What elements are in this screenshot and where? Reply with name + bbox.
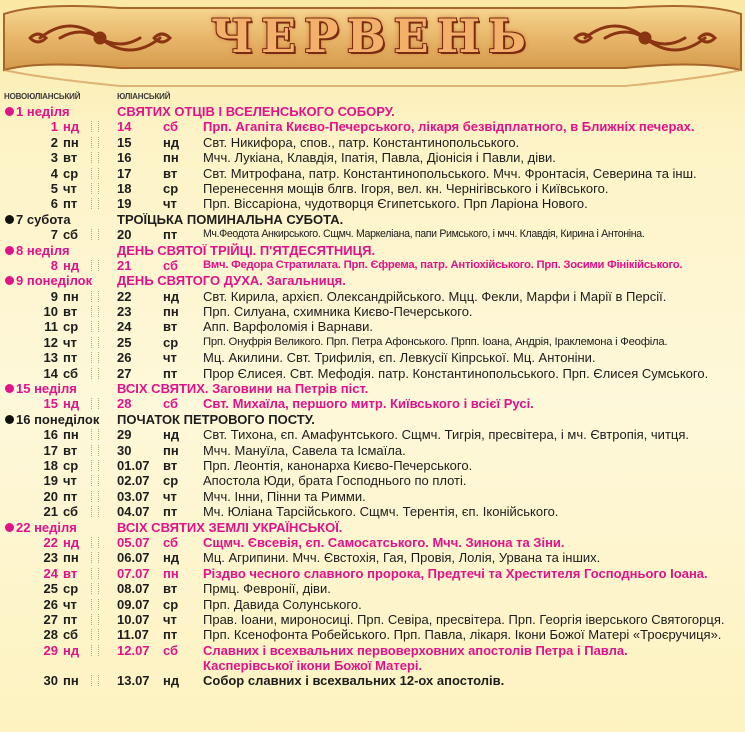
commemoration-text: Свт. Митрофана, патр. Константинопольського. Мчч. Фронтасія, Северина та інш. <box>203 165 697 181</box>
old-style-date: 16 <box>117 150 132 166</box>
new-style-weekday: пт <box>63 196 78 212</box>
commemoration-text: Касперівської ікони Божої Матері. <box>203 658 423 674</box>
old-style-weekday: сб <box>163 257 179 273</box>
new-style-weekday: пн <box>63 134 79 150</box>
separator-ornament-icon <box>91 198 99 209</box>
new-style-day: 6 <box>50 196 58 212</box>
day-row <box>0 612 745 627</box>
feast-title: ТРОЇЦЬКА ПОМИНАЛЬНА СУБОТА. <box>117 211 344 227</box>
old-style-weekday: пн <box>163 565 179 581</box>
new-style-day: 29 <box>43 642 58 658</box>
old-style-weekday: чт <box>163 488 177 504</box>
commemoration-text: Мчч. Мануїла, Савела та Ісмаїла. <box>203 442 406 458</box>
commemoration-text: Сщмч. Євсевія, єп. Самосатського. Мчч. Зинона та Зіни. <box>203 534 565 550</box>
separator-ornament-icon <box>91 475 99 486</box>
old-style-weekday: пт <box>163 365 178 381</box>
day-row <box>0 643 745 658</box>
old-style-date: 23 <box>117 304 132 320</box>
old-style-weekday: нд <box>163 550 180 566</box>
month-title: ЧЕРВЕНЬ <box>210 9 534 63</box>
commemoration-text: Мчч. Лукіана, Клавдія, Іпатія, Павла, Діонісія і Павли, діви. <box>203 150 556 166</box>
feast-row <box>0 381 745 396</box>
commemoration-text: Собор славних і всехвальних 12-ох апостолів. <box>203 673 505 689</box>
old-style-date: 24 <box>117 319 132 335</box>
commemoration-text: Апостола Юди, брата Господнього по плоті. <box>203 473 467 489</box>
feast-title: ВСІХ СВЯТИХ. Заговини на Петрів піст. <box>117 381 369 397</box>
new-style-day: 20 <box>43 488 58 504</box>
new-style-weekday: пн <box>63 673 79 689</box>
old-style-weekday: вт <box>163 165 178 181</box>
old-style-weekday: вт <box>163 319 178 335</box>
feast-row <box>0 273 745 288</box>
new-style-weekday: нд <box>63 257 80 273</box>
commemoration-text: Мчч. Інни, Пінни та Римми. <box>203 488 366 504</box>
new-style-weekday: ср <box>63 165 79 181</box>
separator-ornament-icon <box>91 568 99 579</box>
feast-title: ДЕНЬ СВЯТОГО ДУХА. Загальниця. <box>117 273 346 289</box>
new-style-weekday: ср <box>63 581 79 597</box>
new-style-header: НОВОЮЛІАНСЬКИЙ <box>4 92 81 101</box>
new-style-day: 7 <box>50 227 58 243</box>
old-style-date: 11.07 <box>117 627 149 643</box>
day-row <box>0 150 745 165</box>
commemoration-text: Свт. Кирила, архієп. Олександрійського. Мцц. Фекли, Марфи і Марії в Персії. <box>203 288 667 304</box>
commemoration-text: Мч. Юліана Тарсійського. Сщмч. Терентія, єп. Іконійського. <box>203 504 559 520</box>
day-row <box>0 289 745 304</box>
separator-ornament-icon <box>91 675 99 686</box>
old-style-date: 29 <box>117 427 132 443</box>
new-style-weekday: ср <box>63 319 79 335</box>
feast-row <box>0 104 745 119</box>
new-style-weekday: вт <box>63 442 78 458</box>
old-style-header: ЮЛІАНСЬКИЙ <box>117 92 171 101</box>
commemoration-text: Різдво чесного славного пророка, Предтечі та Хрестителя Господнього Іоана. <box>203 565 708 581</box>
old-style-weekday: пн <box>163 150 179 166</box>
day-row <box>0 366 745 381</box>
old-style-date: 13.07 <box>117 673 150 689</box>
separator-ornament-icon <box>91 260 99 271</box>
commemoration-text: Свт. Тихона, єп. Амафунтського. Сщмч. Тигрія, пресвітера, і мч. Євтропія, читця. <box>203 427 689 443</box>
new-style-day: 27 <box>43 611 58 627</box>
separator-ornament-icon <box>91 460 99 471</box>
old-style-date: 25 <box>117 334 132 350</box>
new-style-day: 2 <box>50 134 58 150</box>
old-style-weekday: вт <box>163 457 178 473</box>
new-style-day: 10 <box>43 304 58 320</box>
commemoration-text: Апп. Варфоломія і Варнави. <box>203 319 374 335</box>
old-style-weekday: сб <box>163 119 179 135</box>
old-style-weekday: нд <box>163 673 180 689</box>
new-style-weekday: пн <box>63 288 79 304</box>
old-style-weekday: нд <box>163 427 180 443</box>
feast-date: 22 неділя <box>16 519 77 535</box>
old-style-weekday: вт <box>163 581 178 597</box>
feast-date: 1 неділя <box>16 104 70 119</box>
new-style-weekday: вт <box>63 150 78 166</box>
commemoration-text: Прмц. Февронії, діви. <box>203 581 331 597</box>
feast-date: 8 неділя <box>16 242 70 258</box>
new-style-weekday: вт <box>63 565 78 581</box>
day-row <box>0 396 745 411</box>
old-style-weekday: пн <box>163 304 179 320</box>
old-style-date: 02.07 <box>117 473 150 489</box>
separator-ornament-icon <box>91 629 99 640</box>
day-row <box>0 458 745 473</box>
feast-dot-icon <box>5 215 14 224</box>
new-style-weekday: нд <box>63 119 80 135</box>
new-style-weekday: нд <box>63 396 80 412</box>
separator-ornament-icon <box>91 398 99 409</box>
new-style-day: 26 <box>43 596 58 612</box>
day-row <box>0 135 745 150</box>
day-row <box>0 196 745 211</box>
feast-row <box>0 520 745 535</box>
old-style-weekday: нд <box>163 288 180 304</box>
new-style-weekday: пн <box>63 427 79 443</box>
separator-ornament-icon <box>91 537 99 548</box>
day-row <box>0 350 745 365</box>
commemoration-text: Мц. Агрипини. Мчч. Євстохія, Гая, Провія, Лолія, Урвана та інших. <box>203 550 601 566</box>
old-style-weekday: ср <box>163 473 179 489</box>
old-style-date: 03.07 <box>117 488 150 504</box>
new-style-weekday: пн <box>63 550 79 566</box>
feast-dot-icon <box>5 523 14 532</box>
separator-ornament-icon <box>91 614 99 625</box>
separator-ornament-icon <box>91 506 99 517</box>
day-row <box>0 673 745 688</box>
old-style-date: 07.07 <box>117 565 150 581</box>
old-style-weekday: пт <box>163 627 178 643</box>
old-style-weekday: ср <box>163 596 179 612</box>
day-row <box>0 227 745 242</box>
separator-ornament-icon <box>91 552 99 563</box>
old-style-weekday: сб <box>163 642 179 658</box>
new-style-day: 11 <box>44 319 58 335</box>
commemoration-text: Прав. Іоани, мироносиці. Прп. Севіра, пресвітера. Прп. Георгія іверського Святогорця. <box>203 611 725 627</box>
new-style-weekday: пт <box>63 488 78 504</box>
new-style-weekday: чт <box>63 180 77 196</box>
old-style-date: 21 <box>117 257 132 273</box>
commemoration-text: Свт. Никифора, спов., патр. Константинопольського. <box>203 134 520 150</box>
new-style-weekday: сб <box>63 504 79 520</box>
new-style-day: 16 <box>43 427 58 443</box>
feast-row <box>0 243 745 258</box>
new-style-weekday: чт <box>63 334 77 350</box>
feast-date: 7 субота <box>16 211 71 227</box>
separator-ornament-icon <box>91 599 99 610</box>
feast-date: 15 неділя <box>16 381 77 397</box>
day-row <box>0 319 745 334</box>
old-style-weekday: пт <box>163 227 178 243</box>
new-style-day: 4 <box>50 165 58 181</box>
new-style-day: 23 <box>43 550 58 566</box>
old-style-date: 28 <box>117 396 132 412</box>
separator-ornament-icon <box>91 152 99 163</box>
old-style-weekday: нд <box>163 134 180 150</box>
commemoration-text: Прп. Агапіта Києво-Печерського, лікаря безвідплатного, в Ближніх печерах. <box>203 119 695 135</box>
new-style-weekday: ср <box>63 457 79 473</box>
separator-ornament-icon <box>91 137 99 148</box>
separator-ornament-icon <box>91 183 99 194</box>
old-style-date: 15 <box>117 134 132 150</box>
commemoration-text: Прор Єлисея. Свт. Мефодія. патр. Константинопольського. Прп. Єлисея Сумського. <box>203 365 709 381</box>
new-style-day: 1 <box>50 119 58 135</box>
feast-row <box>0 212 745 227</box>
day-row <box>0 119 745 134</box>
old-style-weekday: пн <box>163 442 179 458</box>
new-style-day: 21 <box>43 504 58 520</box>
old-style-date: 30 <box>117 442 132 458</box>
old-style-date: 12.07 <box>117 642 150 658</box>
new-style-weekday: чт <box>63 473 77 489</box>
day-row <box>0 335 745 350</box>
commemoration-text: Прп. Силуана, схимника Києво-Печерського. <box>203 304 473 320</box>
feast-row <box>0 412 745 427</box>
day-row <box>0 473 745 488</box>
new-style-weekday: чт <box>63 596 77 612</box>
day-row <box>0 627 745 642</box>
new-style-weekday: сб <box>63 227 79 243</box>
new-style-day: 24 <box>43 565 58 581</box>
old-style-date: 14 <box>117 119 132 135</box>
day-row <box>0 550 745 565</box>
separator-ornament-icon <box>91 306 99 317</box>
day-row <box>0 166 745 181</box>
new-style-day: 30 <box>43 673 58 689</box>
feast-dot-icon <box>5 276 14 285</box>
commemoration-text: Мч.Феодота Анкирського. Сщмч. Маркеліана, папи Римського, і мчч. Клавдія, Кирина і Антоніна. <box>203 228 645 241</box>
feast-title: ДЕНЬ СВЯТОЇ ТРІЙЦІ. П'ЯТДЕСЯТНИЦЯ. <box>117 242 376 258</box>
feast-title: СВЯТИХ ОТЦІВ І ВСЕЛЕНСЬКОГО СОБОРУ. <box>117 104 395 119</box>
day-row <box>0 304 745 319</box>
old-style-weekday: чт <box>163 611 177 627</box>
day-row <box>0 489 745 504</box>
old-style-date: 22 <box>117 288 132 304</box>
feast-title: ВСІХ СВЯТИХ ЗЕМЛІ УКРАЇНСЬКОЇ. <box>117 519 343 535</box>
old-style-date: 19 <box>117 196 132 212</box>
day-row <box>0 658 745 673</box>
day-row <box>0 427 745 442</box>
commemoration-text: Вмч. Федора Стратилата. Прп. Єфрема, патр. Антіохійського. Прп. Зосими Фінікійського. <box>203 258 683 271</box>
new-style-day: 19 <box>43 473 58 489</box>
separator-ornament-icon <box>91 168 99 179</box>
day-row <box>0 581 745 596</box>
day-row <box>0 597 745 612</box>
commemoration-text: Прп. Ксенофонта Робейського. Прп. Павла, лікаря. Ікони Божої Матері «Троєручиця». <box>203 627 722 643</box>
old-style-date: 04.07 <box>117 504 150 520</box>
day-row <box>0 443 745 458</box>
commemoration-text: Перенесення мощів блгв. Ігоря, вел. кн. Чернігівського і Київського. <box>203 180 609 196</box>
feast-date: 16 понеділок <box>16 411 100 427</box>
old-style-weekday: сб <box>163 534 179 550</box>
new-style-day: 17 <box>43 442 58 458</box>
separator-ornament-icon <box>91 229 99 240</box>
new-style-day: 9 <box>50 288 58 304</box>
separator-ornament-icon <box>91 429 99 440</box>
separator-ornament-icon <box>91 291 99 302</box>
new-style-day: 28 <box>43 627 58 643</box>
old-style-date: 10.07 <box>117 611 150 627</box>
old-style-weekday: ср <box>163 180 179 196</box>
new-style-day: 13 <box>43 350 58 366</box>
commemoration-text: Прп. Віссаріона, чудотворця Єгипетського. Прп Ларіона Нового. <box>203 196 588 212</box>
separator-ornament-icon <box>91 491 99 502</box>
commemoration-text: Прп. Онуфрія Великого. Прп. Петра Афонського. Прпп. Іоана, Андрія, Іраклемона і Феофіла. <box>203 335 668 348</box>
new-style-day: 15 <box>43 396 58 412</box>
feast-title: ПОЧАТОК ПЕТРОВОГО ПОСТУ. <box>117 411 315 427</box>
old-style-date: 09.07 <box>117 596 150 612</box>
old-style-date: 01.07 <box>117 457 150 473</box>
old-style-date: 26 <box>117 350 132 366</box>
new-style-day: 5 <box>50 180 58 196</box>
new-style-day: 14 <box>43 365 58 381</box>
new-style-weekday: сб <box>63 627 79 643</box>
new-style-day: 18 <box>43 457 58 473</box>
new-style-day: 25 <box>43 581 58 597</box>
commemoration-text: Славних і всехвальних первоверховних апостолів Петра і Павла. <box>203 642 628 658</box>
old-style-weekday: сб <box>163 396 179 412</box>
separator-ornament-icon <box>91 368 99 379</box>
new-style-weekday: пт <box>63 611 78 627</box>
old-style-date: 08.07 <box>117 581 150 597</box>
new-style-day: 22 <box>43 534 58 550</box>
separator-ornament-icon <box>91 352 99 363</box>
feast-dot-icon <box>5 107 14 116</box>
new-style-weekday: нд <box>63 534 80 550</box>
separator-ornament-icon <box>91 321 99 332</box>
new-style-weekday: вт <box>63 304 78 320</box>
separator-ornament-icon <box>91 645 99 656</box>
day-row <box>0 535 745 550</box>
old-style-weekday: чт <box>163 350 177 366</box>
old-style-date: 18 <box>117 180 132 196</box>
day-row <box>0 504 745 519</box>
commemoration-text: Прп. Леонтія, канонарха Києво-Печерського. <box>203 457 473 473</box>
new-style-day: 8 <box>50 257 58 273</box>
day-row <box>0 258 745 273</box>
commemoration-text: Свт. Михаїла, першого митр. Київського і всієї Русі. <box>203 396 534 412</box>
commemoration-text: Мц. Акилини. Свт. Трифилія, єп. Левкусії Кіпрської. Мц. Антоніни. <box>203 350 596 366</box>
old-style-date: 20 <box>117 227 132 243</box>
old-style-date: 05.07 <box>117 534 150 550</box>
new-style-weekday: пт <box>63 350 78 366</box>
separator-ornament-icon <box>91 445 99 456</box>
feast-date: 9 понеділок <box>16 273 93 289</box>
new-style-weekday: нд <box>63 642 80 658</box>
old-style-date: 27 <box>117 365 132 381</box>
new-style-day: 12 <box>43 334 58 350</box>
day-row <box>0 181 745 196</box>
separator-ornament-icon <box>91 583 99 594</box>
new-style-weekday: сб <box>63 365 79 381</box>
calendar-list <box>0 104 745 689</box>
new-style-day: 3 <box>50 150 58 166</box>
day-row <box>0 566 745 581</box>
commemoration-text: Прп. Давида Солунського. <box>203 596 362 612</box>
old-style-weekday: чт <box>163 196 177 212</box>
feast-dot-icon <box>5 384 14 393</box>
separator-ornament-icon <box>91 121 99 132</box>
old-style-date: 17 <box>117 165 132 181</box>
old-style-weekday: ср <box>163 334 179 350</box>
old-style-weekday: пт <box>163 504 178 520</box>
separator-ornament-icon <box>91 337 99 348</box>
feast-dot-icon <box>5 415 14 424</box>
old-style-date: 06.07 <box>117 550 150 566</box>
feast-dot-icon <box>5 246 14 255</box>
